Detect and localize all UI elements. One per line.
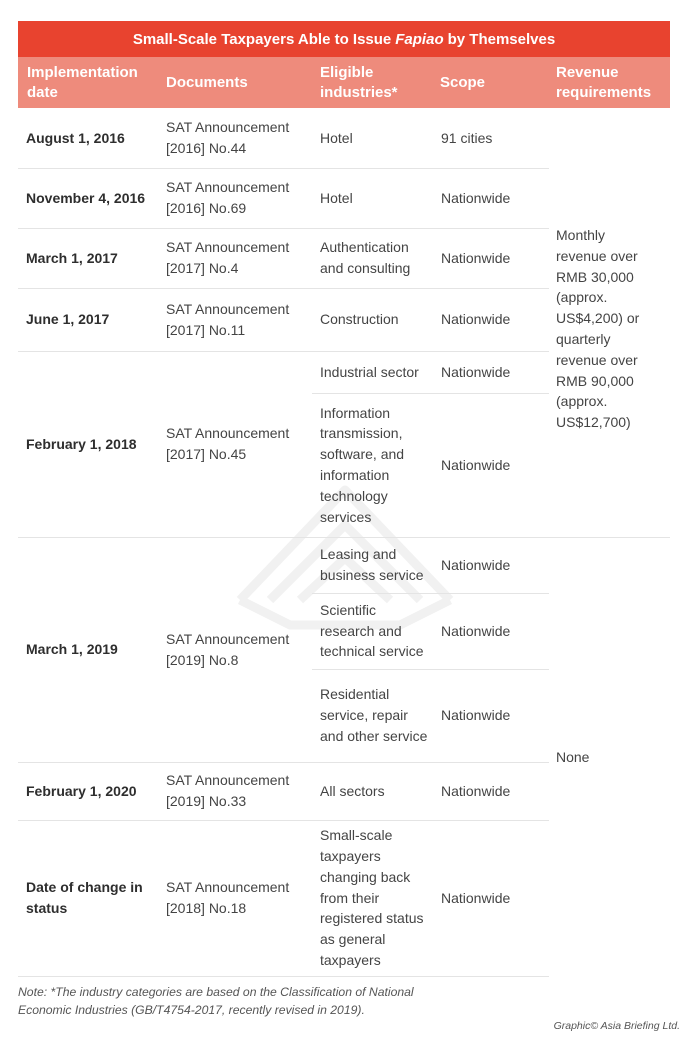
graphic-credit: Graphic© Asia Briefing Ltd. [553, 1020, 680, 1032]
implementation-date: February 1, 2018 [26, 435, 137, 452]
header-implementation-date: Implementation date [27, 63, 138, 101]
header-documents: Documents [166, 73, 248, 91]
eligible-industry: All sectors [320, 782, 385, 799]
eligible-industry: Scientific research and technical service [320, 601, 424, 660]
implementation-date: November 4, 2016 [26, 189, 146, 206]
eligible-industry: Residential service, repair and other service [320, 686, 428, 744]
document: SAT Announcement [2017] No.4 [166, 239, 290, 276]
scope: Nationwide [441, 189, 511, 206]
document: SAT Announcement [2016] No.44 [166, 119, 290, 156]
scope: Nationwide [441, 363, 511, 380]
scope: 91 cities [441, 129, 493, 146]
eligible-industry: Industrial sector [320, 363, 419, 380]
document: SAT Announcement [2019] No.8 [166, 630, 290, 668]
eligible-industry: Authentication and consulting [320, 239, 411, 276]
scope: Nationwide [441, 707, 511, 724]
table-title [18, 21, 670, 57]
document: SAT Announcement [2018] No.18 [166, 879, 290, 916]
eligible-industry: Construction [320, 311, 399, 328]
implementation-date: Date of change in status [26, 879, 143, 916]
document: SAT Announcement [2017] No.11 [166, 300, 290, 338]
title-prefix: Small-Scale Taxpayers Able to Issue [132, 30, 392, 48]
implementation-date: March 1, 2017 [26, 249, 118, 266]
revenue-requirement-none: None [556, 749, 590, 765]
eligible-industry: Hotel [320, 129, 353, 146]
document: SAT Announcement [2016] No.69 [166, 179, 290, 216]
scope: Nationwide [441, 249, 511, 266]
eligible-industry: Leasing and business service [320, 546, 424, 583]
eligible-industry: Small-scale taxpayers changing back from their registered status as general taxpayers [320, 827, 424, 968]
scope: Nationwide [441, 456, 511, 473]
header-scope: Scope [440, 73, 486, 91]
eligible-industry: Information transmission, software, and information technology services [320, 404, 405, 525]
scope: Nationwide [441, 889, 511, 906]
implementation-date: August 1, 2016 [26, 129, 125, 146]
document: SAT Announcement [2017] No.45 [166, 425, 290, 462]
document: SAT Announcement [2019] No.33 [166, 772, 290, 809]
scope: Nationwide [441, 622, 511, 639]
eligible-industry: Hotel [320, 189, 353, 206]
implementation-date: June 1, 2017 [26, 311, 110, 328]
header-eligible-industries: Eligible industries* [320, 63, 398, 101]
scope: Nationwide [441, 556, 511, 573]
implementation-date: February 1, 2020 [26, 782, 137, 799]
revenue-requirement-monthly: Monthly revenue over RMB 30,000 (approx. US$4,200) or quarterly revenue over RMB 90,000 (approx. US$12,700) [556, 227, 640, 431]
scope: Nationwide [441, 311, 511, 328]
title-italic: Fapiao [395, 30, 444, 48]
scope: Nationwide [441, 782, 511, 799]
footnote: Note: *The industry categories are based on the Classification of National Economic Industries (GB/T4754-2017, recently revised in 2019). [18, 985, 414, 1017]
table-header [18, 57, 670, 108]
row-divider [18, 976, 549, 977]
implementation-date: March 1, 2019 [26, 641, 118, 658]
title-suffix: by Themselves [447, 30, 556, 48]
header-revenue-requirements: Revenue requirements [556, 63, 652, 101]
